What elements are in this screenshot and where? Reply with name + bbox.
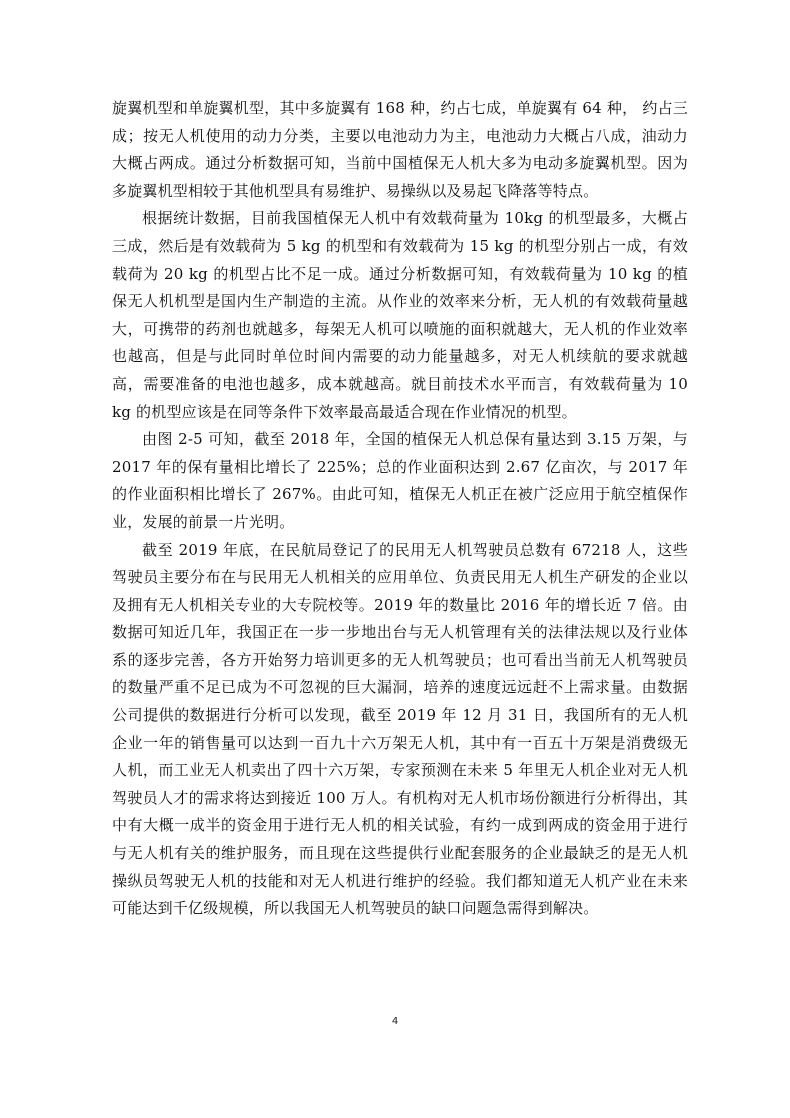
page-number: 4 (391, 1016, 399, 1027)
paragraph-fleet-growth: 由图 2-5 可知，截至 2018 年，全国的植保无人机总保有量达到 3.15 万架，与 2017 年的保有量相比增长了 225%；总的作业面积达到 2.67 亿亩次，与 2017 年的作业面积相比增长了 267%。由此可知，植保无人机正在被广泛应用于航空植保作业，发展的前景一片光明。 (112, 430, 688, 531)
paragraph-payload-statistics: 根据统计数据，目前我国植保无人机中有效载荷量为 10kg 的机型最多，大概占三成，然后是有效载荷为 5 kg 的机型和有效载荷为 15 kg 的机型分别占一成，有效载荷为 20 kg 的机型占比不足一成。通过分析数据可知，有效载荷量为 10 kg 的植保无人机机型是国内生产制造的主流。从作业的效率来分析，无人机的有效载荷量越大，可携带的药剂也就越多，每架无人机可以喷施的面积就越大，无人机的作业效率也越高，但是与此同时单位时间内需要的动力能量越多，对无人机续航的要求就越高，需要准备的电池也越多，成本就越高。就目前技术水平而言，有效载荷量为 10 kg 的机型应该是在同等条件下效率最高最适合现在作业情况的机型。 (112, 209, 688, 421)
document-body (112, 95, 688, 923)
paragraph-continued: 旋翼机型和单旋翼机型，其中多旋翼有 168 种，约占七成，单旋翼有 64 种， 约占三成；按无人机使用的动力分类，主要以电池动力为主，电池动力大概占八成，油动力大概占两成。通过分析数据可知，当前中国植保无人机大多为电动多旋翼机型。因为多旋翼机型相较于其他机型具有易维护、易操纵以及易起飞降落等特点。 (112, 99, 688, 200)
paragraph-pilot-demand: 截至 2019 年底，在民航局登记了的民用无人机驾驶员总数有 67218 人，这些驾驶员主要分布在与民用无人机相关的应用单位、负责民用无人机生产研发的企业以及拥有无人机相关专业的大专院校等。2019 年的数量比 2016 年的增长近 7 倍。由数据可知近几年，我国正在一步一步地出台与无人机管理有关的法律法规以及行业体系的逐步完善，各方开始努力培训更多的无人机驾驶员；也可看出当前无人机驾驶员的数量严重不足已成为不可忽视的巨大漏洞，培养的速度远远赶不上需求量。由数据公司提供的数据进行分析可以发现，截至 2019 年 12 月 31 日，我国所有的无人机企业一年的销售量可以达到一百九十六万架无人机，其中有一百五十万架是消费级无人机，而工业无人机卖出了四十六万架，专家预测在未来 5 年里无人机企业对无人机驾驶员人才的需求将达到接近 100 万人。有机构对无人机市场份额进行分析得出，其中有大概一成半的资金用于进行无人机的相关试验，有约一成到两成的资金用于进行与无人机有关的维护服务，而且现在这些提供行业配套服务的企业最缺乏的是无人机操纵员驾驶无人机的技能和对无人机进行维护的经验。我们都知道无人机产业在未来可能达到千亿级规模，所以我国无人机驾驶员的缺口问题急需得到解决。 (112, 540, 688, 918)
